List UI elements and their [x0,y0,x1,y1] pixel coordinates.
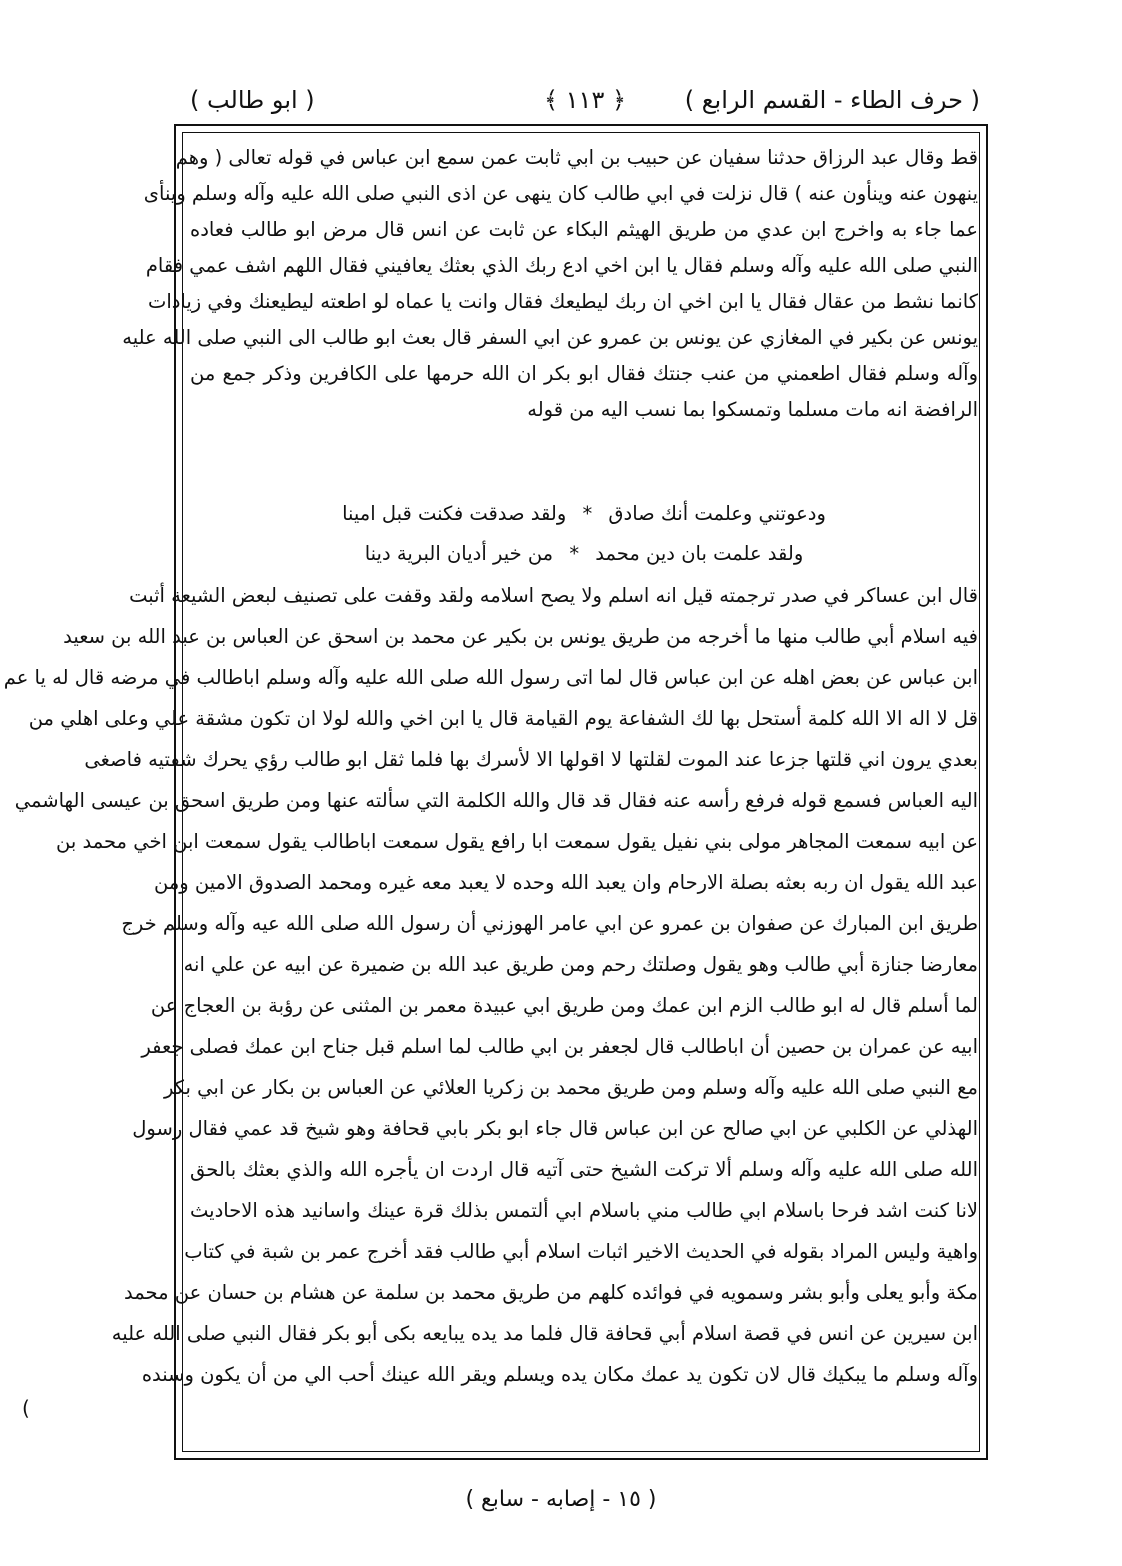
text-line: ابن عباس عن بعض اهله عن ابن عباس قال لما اتى رسول الله صلى الله عليه وآله وسلم اباطالب في مرضه قال له يا عم [3,666,978,689]
verse-hemistich: من خير أديان البرية دينا [364,542,554,565]
text-line: عبد الله يقول ان ربه بعثه بصلة الارحام وان يعبد الله وحده لا يعبد معه غيره ومحمد الصدوق الامين ومن [154,871,978,894]
paragraph-2 [3,578,978,1448]
page-header [190,78,980,122]
margin-mark: ( [22,1396,30,1420]
section-title: ( حرف الطاء - القسم الرابع ) [684,86,980,114]
text-line: الرافضة انه مات مسلما وتمسكوا بما نسب اليه من قوله [527,398,978,421]
text-line: لانا كنت اشد فرحا باسلام ابي طالب مني باسلام ابي ألتمس بذلك قرة عينك واسانيد هذه الاحاديث [190,1199,978,1222]
verse-separator: * [582,502,593,525]
text-line: يونس عن بكير في المغازي عن يونس بن عمرو عن ابي السفر قال بعث ابو طالب الى النبي صلى الله عليه [122,326,978,349]
text-line: وآله وسلم ما يبكيك قال لان تكون يد عمك مكان يده ويسلم ويقر الله عينك أحب الي من أن يكون وسنده [141,1363,978,1386]
text-line: بعدي يرون اني قلتها جزعا عند الموت لقلتها لا اقولها الا لأسرك بها فلما ثقل ابو طالب رؤي يحرك شفتيه فاصغى [84,748,978,771]
verse-line-1 [190,496,978,532]
verse-line-2 [190,536,978,572]
verse-hemistich: ولقد صدقت فكنت قبل امينا [342,502,567,525]
entry-title: ( ابو طالب ) [190,86,315,114]
paragraph-1 [122,140,978,428]
text-line: الله صلى الله عليه وآله وسلم ألا تركت الشيخ حتى آتيه قال اردت ان يأجره الله والذي بعثك بالحق [190,1158,978,1181]
text-line: طريق ابن المبارك عن صفوان بن عمرو عن ابي عامر الهوزني أن رسول الله صلى الله عيه وآله وسلم خرج [121,912,978,935]
text-line: فيه اسلام أبي طالب منها ما أخرجه من طريق يونس بن بكير عن محمد بن اسحق عن العباس بن عبد الله بن سعيد [63,625,978,648]
text-line: عما جاء به واخرج ابن عدي من طريق الهيثم البكاء عن ثابت عن انس قال مرض ابو طالب فعاده [190,218,978,241]
page-number: ﴿ ١١٣ ﴾ [543,86,627,114]
verse-separator: * [569,542,580,565]
text-line: ينهون عنه وينأون عنه ) قال نزلت في ابي طالب كان ينهى عن اذى النبي صلى الله عليه وآله وسلم وينأى [143,182,978,205]
text-line: ابن سيرين عن انس في قصة اسلام أبي قحافة قال فلما مد يده يبايعه بكى أبو بكر فقال النبي صلى الله عليه [111,1322,978,1345]
text-line: كانما نشط من عقال فقال يا ابن اخي ان ربك ليطيعك فقال وانت يا عماه لو اطعته ليطيعنك وفي زيادات [147,290,978,313]
verse-hemistich: ودعوتني وعلمت أنك صادق [608,502,826,525]
text-line: الهذلي عن الكلبي عن ابي صالح عن ابن عباس قال جاء ابو بكر بابي قحافة وهو شيخ قد عمي فقال رسول [132,1117,978,1140]
text-line: قل لا اله الا الله كلمة أستحل بها لك الشفاعة يوم القيامة قال يا ابن اخي والله لولا ان تكون مشقة علي وعلى اهلي من [28,707,978,730]
text-line: النبي صلى الله عليه وآله وسلم فقال يا ابن اخي ادع ربك الذي بعثك يعافيني فقال اللهم اشف عمي فقام [145,254,978,277]
text-line: واهية وليس المراد بقوله في الحديث الاخير اثبات اسلام أبي طالب فقد أخرج عمر بن شبة في كتاب [184,1240,978,1263]
text-line: لما أسلم قال له ابو طالب الزم ابن عمك ومن طريق ابي عبيدة معمر بن المثنى عن رؤبة بن العجاج عن [150,994,978,1017]
page-footer: ( ١٥ - إصابه - سابع ) [465,1487,657,1512]
text-line: مع النبي صلى الله عليه وآله وسلم ومن طريق محمد بن زكريا العلائي عن العباس بن بكار عن ابي بكر [164,1076,978,1099]
text-line: معارضا جنازة أبي طالب وهو يقول وصلتك رحم ومن طريق عبد الله بن ضميرة عن ابيه عن علي انه [183,953,978,976]
text-line: عن ابيه سمعت المجاهر مولى بني نفيل يقول سمعت ابا رافع يقول سمعت اباطالب يقول سمعت ابن اخي محمد بن [55,830,978,853]
verse-hemistich: ولقد علمت بان دين محمد [595,542,804,565]
text-line: وآله وسلم فقال اطعمني من عنب جنتك فقال ابو بكر ان الله حرمها على الكافرين وذكر جمع من [190,362,978,385]
text-line: مكة وأبو يعلى وأبو بشر وسمويه في فوائده كلهم من طريق محمد بن سلمة عن هشام بن حسان عن محمد [124,1281,978,1304]
text-line: قال ابن عساكر في صدر ترجمته قيل انه اسلم ولا يصح اسلامه ولقد وقفت على تصنيف لبعض الشيعة أثبت [129,584,978,607]
text-line: اليه العباس فسمع قوله فرفع رأسه عنه فقال قد قال والله الكلمة التي سألته عنها ومن طريق اسحق بن عيسى الهاشمي [14,789,978,812]
text-line: قط وقال عبد الرزاق حدثنا سفيان عن حبيب بن ابي ثابت عمن سمع ابن عباس في قوله تعالى ( وهم [175,146,978,169]
text-line: ابيه عن عمران بن حصين أن اباطالب قال لجعفر بن ابي طالب لما اسلم قبل جناح ابن عمك فصلى جعفر [141,1035,978,1058]
